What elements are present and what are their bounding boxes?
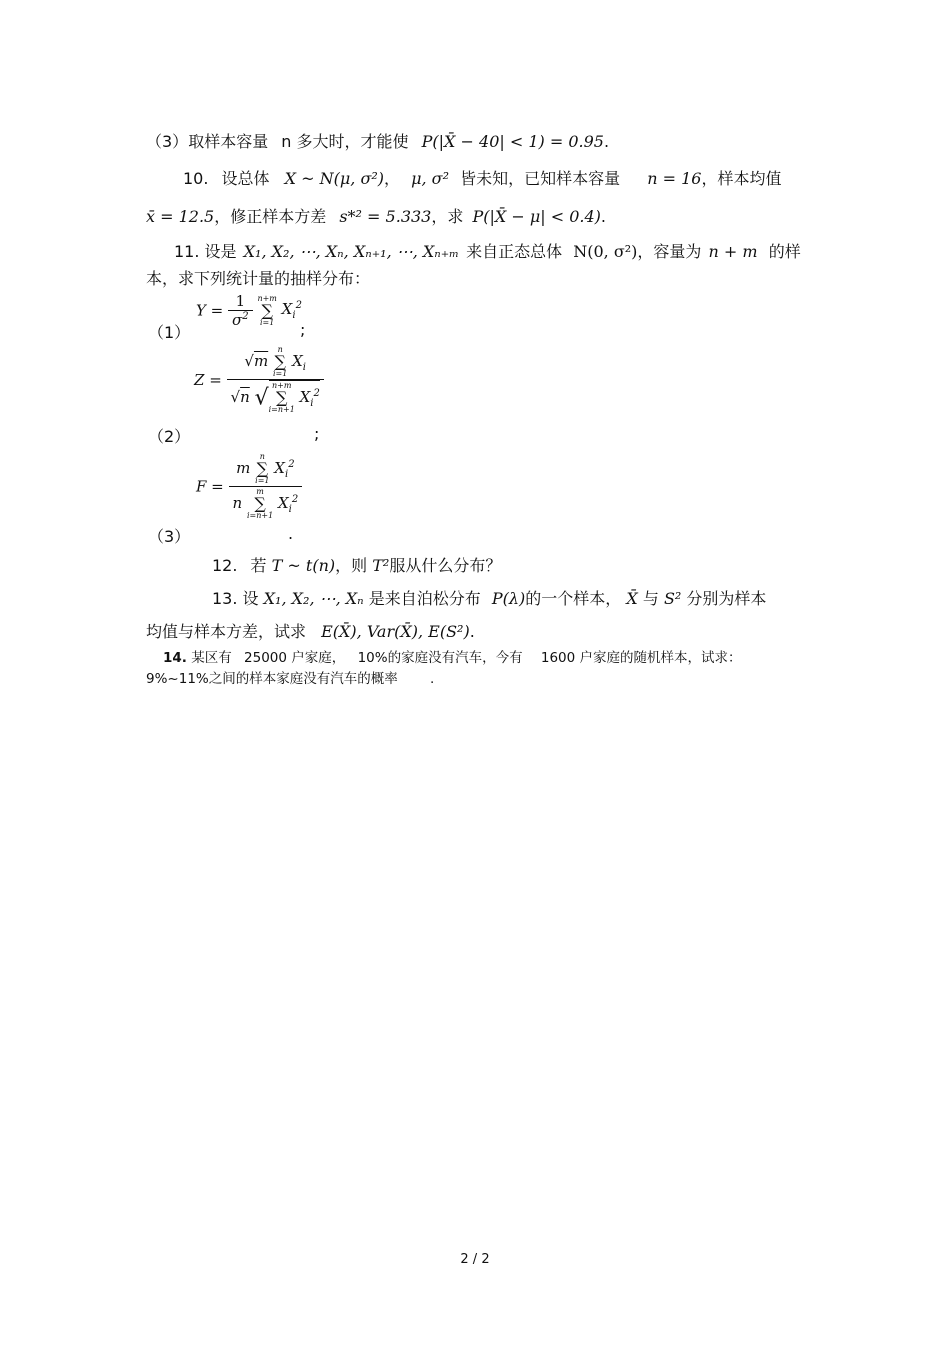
q12-line xyxy=(212,554,501,578)
q11-item2-end: ; xyxy=(314,424,320,443)
q10-number: 10. xyxy=(183,169,209,188)
q13-text1: 设 xyxy=(242,589,259,608)
q14-text1: 某区有 xyxy=(191,650,232,666)
q11-item1-label: （1） xyxy=(148,323,191,342)
q11-dist: N(0, σ²) xyxy=(573,242,638,261)
q13-line2-text: 均值与样本方差，试求 xyxy=(146,622,307,641)
q11-size: n + m xyxy=(708,242,758,261)
q11-sample: X₁, X₂, ⋯, Xₙ, Xₙ₊₁, ⋯, Xₙ₊ₘ xyxy=(243,242,460,261)
q10-text1: 设总体 xyxy=(221,169,270,188)
q12-text1: 若 xyxy=(250,556,267,575)
q10-s2: s*² = 5.333 xyxy=(339,207,432,226)
q13-end: . xyxy=(469,622,475,641)
q9-part3-formula: P(|X̄ − 40| < 1) = 0.95 xyxy=(421,132,604,151)
q12-text3: 服从什么分布？ xyxy=(389,556,502,575)
q13-line2 xyxy=(146,620,475,644)
q14-line2-text: 9%~11%之间的样本家庭没有汽车的概率 xyxy=(146,671,398,687)
q11-text2: 来自正态总体 xyxy=(466,242,563,261)
q9-part3-line xyxy=(146,130,609,154)
q13-text3: 的一个样本， xyxy=(525,589,622,608)
q10-line1: 10. 设总体 X ~ N(μ, σ²)， μ, σ² 皆未知，已知样本容量 n = 16，样本均值 xyxy=(183,169,782,188)
q11-line2: 本，求下列统计量的抽样分布： xyxy=(146,269,371,288)
q11-line1 xyxy=(174,240,801,264)
q13-number: 13. xyxy=(212,589,238,608)
q13-expectations: E(X̄), Var(X̄), E(S²) xyxy=(321,622,470,641)
q10-text4: ，修正样本方差 xyxy=(214,207,327,226)
q9-part3-text: 取样本容量 xyxy=(188,132,269,151)
q11-text1: 设是 xyxy=(204,242,237,261)
q11-item3-end: . xyxy=(288,524,294,543)
q10-prob: P(|X̄ − μ| < 0.4) xyxy=(472,207,601,226)
q14-number: 14. xyxy=(163,650,187,666)
q10-dist: X ~ N(μ, σ²) xyxy=(284,169,385,188)
q10-line2 xyxy=(146,205,606,229)
q14-line2 xyxy=(146,667,434,691)
q10-text2: 皆未知，已知样本容量 xyxy=(460,169,621,188)
q13-xbar: X̄ xyxy=(626,589,638,608)
q14-sample: 1600 xyxy=(540,650,576,666)
q11-formula-y: Y = $\frac{1}{\sigma^2}$ n+m ∑ i=1 $X_i^2$ xyxy=(196,292,302,329)
q10-text5: ，求 xyxy=(431,207,464,226)
page-number: 2 / 2 xyxy=(460,1252,490,1267)
q14-text2: 户家庭， xyxy=(291,650,346,666)
q10-end: . xyxy=(600,207,606,226)
q12-t2: T² xyxy=(372,556,390,575)
q9-part3-n: n xyxy=(281,132,292,151)
q11-item1-end: ; xyxy=(300,320,306,339)
q11-text3: ，容量为 xyxy=(637,242,702,261)
q11-item2-label: （2） xyxy=(148,427,191,446)
q12-number: 12. xyxy=(212,556,238,575)
q13-text5: 分别为样本 xyxy=(686,589,767,608)
q11-formula-f: F = m n ∑ i=1 $X_i^2$ n m ∑ i=n+1 $X_i^2$ xyxy=(196,452,302,521)
q11-number: 11. xyxy=(174,242,200,261)
q11-formula-z: Z = √m n ∑ i=1 $X_i$ √n √ n+m ∑ i=n+1 $X_i^2$ xyxy=(194,345,324,415)
q14-households: 25000 xyxy=(244,650,287,666)
q10-n: n = 16 xyxy=(647,169,702,188)
q10-text3: ，样本均值 xyxy=(701,169,782,188)
q12-dist: T ~ t(n) xyxy=(271,556,336,575)
q10-xbar: x̄ = 12.5 xyxy=(146,207,215,226)
q13-dist: P(λ) xyxy=(491,589,526,608)
q13-text4: 与 xyxy=(642,589,659,608)
q14-end: . xyxy=(430,671,435,687)
q11-text4: 的样 xyxy=(768,242,801,261)
q12-text2: ，则 xyxy=(335,556,368,575)
q9-part3-label: （3） xyxy=(146,132,189,151)
q9-part3-text2: 多大时，才能使 xyxy=(296,132,409,151)
q13-line1 xyxy=(212,587,766,611)
q14-pct: 10%的家庭没有汽车，今有 xyxy=(357,650,523,666)
q13-s2: S² xyxy=(663,589,682,608)
q14-text3: 户家庭的随机样本，试求： xyxy=(579,650,742,666)
q13-sample: X₁, X₂, ⋯, Xₙ xyxy=(263,589,364,608)
q11-item3-label: （3） xyxy=(148,527,191,546)
q10-params: μ, σ² xyxy=(411,169,450,188)
q13-text2: 是来自泊松分布 xyxy=(368,589,481,608)
q9-part3-end: . xyxy=(603,132,610,151)
